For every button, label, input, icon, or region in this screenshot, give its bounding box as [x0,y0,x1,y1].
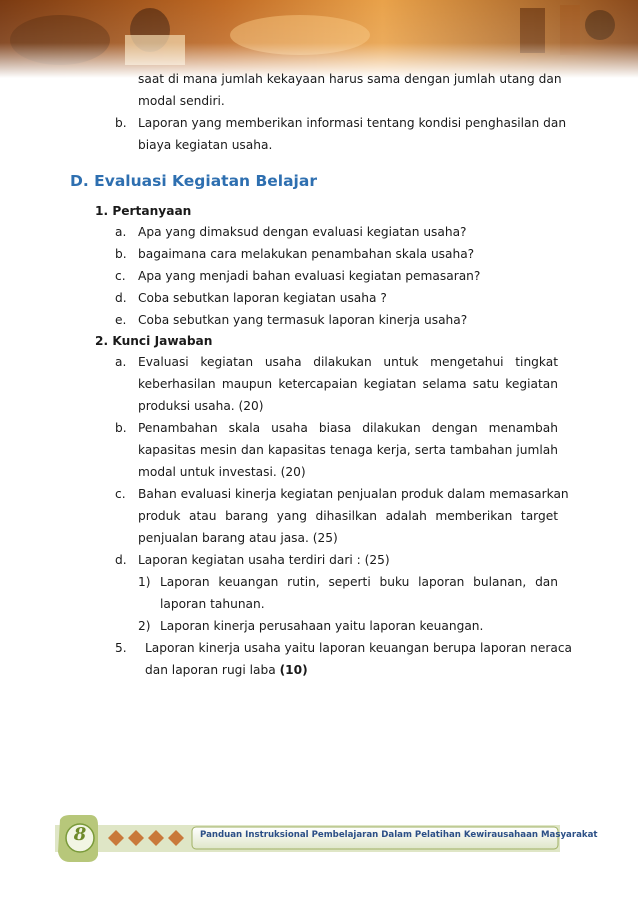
answer-b-line-1: Penambahan skala usaha biasa dilakukan dengan menambah [138,421,558,435]
intro-b-line-1: Laporan yang memberikan informasi tentang kondisi penghasilan dan [138,116,567,130]
question-d: Coba sebutkan laporan kegiatan usaha ? [138,291,387,305]
page-number: 8 [73,824,87,845]
answer-d-sub1-line-2: laporan tahunan. [160,597,265,611]
q-label-b: b. [115,247,127,261]
q-label-e: e. [115,313,127,327]
answer-5-line-1: Laporan kinerja usaha yaitu laporan keuangan berupa laporan neraca [145,641,572,655]
answer-b-line-3: modal untuk investasi. (20) [138,465,306,479]
answer-c-line-3: penjualan barang atau jasa. (25) [138,531,338,545]
ans-label-c: c. [115,487,126,501]
intro-line-1: saat di mana jumlah kekayaan harus sama dengan jumlah utang dan [138,72,562,86]
ans-label-5: 5. [115,641,127,655]
q-label-c: c. [115,269,126,283]
answer-5-score: (10) [279,663,308,677]
answer-c-line-2: produk atau barang yang dihasilkan adalah memberikan target [138,509,558,523]
intro-line-2: modal sendiri. [138,94,225,108]
footer-title: Panduan Instruksional Pembelajaran Dalam Pelatihan Kewirausahaan Masyarakat [200,830,598,840]
answer-a-line-2: keberhasilan maupun ketercapaian kegiatan selama satu kegiatan [138,377,558,391]
pertanyaan-heading: 1. Pertanyaan [95,204,192,218]
ans-label-a: a. [115,355,127,369]
answer-b-line-2: kapasitas mesin dan kapasitas tenaga kerja, serta tambahan jumlah [138,443,558,457]
answer-5-text: dan laporan rugi laba [145,663,276,677]
intro-b-line-2: biaya kegiatan usaha. [138,138,273,152]
question-a: Apa yang dimaksud dengan evaluasi kegiatan usaha? [138,225,467,239]
answer-5-line-2 [145,662,308,678]
footer-banner [0,810,638,870]
answer-d-sub1-label: 1) [138,575,151,589]
ans-label-d: d. [115,553,127,567]
q-label-a: a. [115,225,127,239]
kunci-heading: 2. Kunci Jawaban [95,334,213,348]
question-b: bagaimana cara melakukan penambahan skala usaha? [138,247,475,261]
answer-c-line-1: Bahan evaluasi kinerja kegiatan penjualan produk dalam memasarkan [138,487,569,501]
q-label-d: d. [115,291,127,305]
question-c: Apa yang menjadi bahan evaluasi kegiatan pemasaran? [138,269,481,283]
intro-b-label: b. [115,116,127,130]
answer-d-sub2-line-1: Laporan kinerja perusahaan yaitu laporan keuangan. [160,619,484,633]
answer-d-line-1: Laporan kegiatan usaha terdiri dari : (25) [138,553,390,567]
answer-d-sub2-label: 2) [138,619,151,633]
ans-label-b: b. [115,421,127,435]
section-heading: D. Evaluasi Kegiatan Belajar [70,172,317,190]
answer-d-sub1-line-1: Laporan keuangan rutin, seperti buku laporan bulanan, dan [160,575,558,589]
answer-a-line-1: Evaluasi kegiatan usaha dilakukan untuk mengetahui tingkat [138,355,558,369]
answer-a-line-3: produksi usaha. (20) [138,399,264,413]
question-e: Coba sebutkan yang termasuk laporan kinerja usaha? [138,313,468,327]
